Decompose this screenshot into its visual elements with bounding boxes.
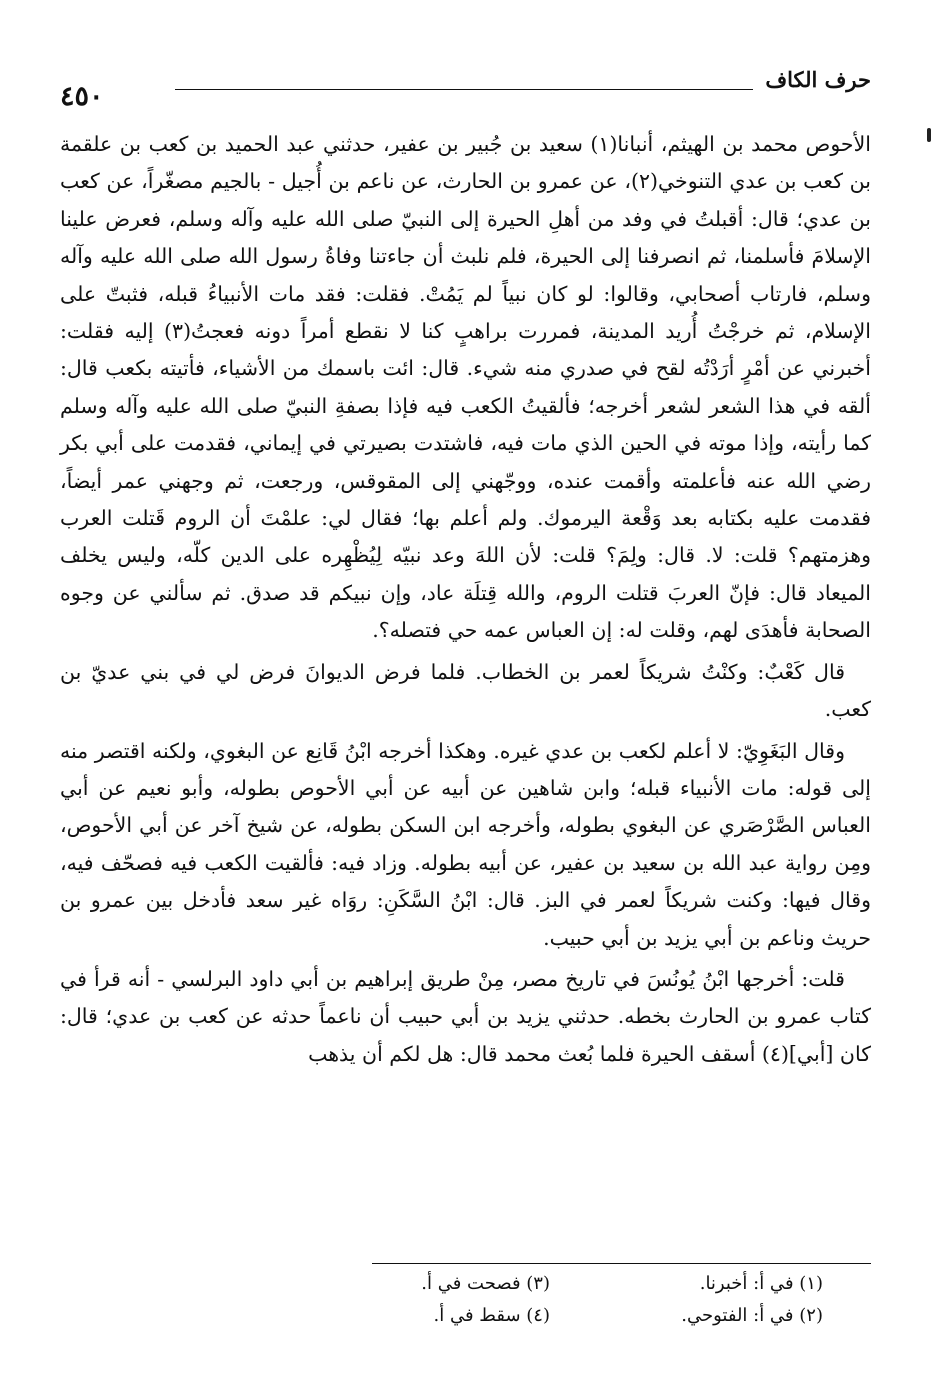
footnote-4: (٤) سقط في أ. <box>433 1305 550 1326</box>
footnotes-right-column <box>503 1268 823 1332</box>
footnotes-left-column <box>230 1268 550 1332</box>
running-header <box>60 60 871 110</box>
paragraph-4: قلت: أخرجها ابْنُ يُونُسَ في تاريخ مصر، مِنْ طريق إبراهيم بن أبي داود البرلسي - أنه قرأ في كتاب عمرو بن الحارث بخطه. حدثني يزيد بن أبي حبيب أن ناعماً حدثه عن كعب بن عدي؛ قال: كان [أبي](٤) أسقف الحيرة فلما بُعث محمد قال: هل لكم أن يذهب <box>60 966 871 1066</box>
paragraph-1: الأحوص محمد بن الهيثم، أنبانا(١) سعيد بن جُبير بن عفير، حدثني عبد الحميد بن كعب بن علقمة بن كعب بن عدي التنوخي(٢)، عن عمرو بن الحارث، عن ناعم بن أُجيل - بالجيم مصغّراً، عن كعب بن عدي؛ قال: أقبلتُ في وفد من أهلِ الحيرة إلى النبيّ صلى الله عليه وآله وسلم، فعرض علينا الإسلامَ فأسلمنا، ثم انصرفنا إلى الحيرة، فلم نلبث أن جاءتنا وفاةُ رسول الله صلى الله عليه وآله وسلم، فارتاب أصحابي، وقالوا: لو كان نبياً لم يَمُتْ. فقلت: فقد مات الأنبياءُ قبله، فثبتّ على الإسلام، ثم خرجْتُ أُريد المدينة، فمررت براهبٍ كنا لا نقطع أمراً دونه فعجتُ(٣) إليه فقلت: أخبرني عن أمْرٍ أرَدْتُه لقح في صدري منه شيء. قال: ائت باسمك من الأشياء، فأتيته بكعب قال: ألقه في هذا الشعر لشعر أخرجه؛ فألقيتُ الكعب فيه فإذا بصفةِ النبيّ صلى الله عليه وآله وسلم كما رأيته، وإذا موته في الحين الذي مات فيه، فاشتدت بصيرتي في إيماني، فقدمت على أبي بكر رضي الله عنه فأعلمته وأقمت عنده، ووجّهني إلى المقوقس، ورجعت، ثم وجهني عمر أيضاً، فقدمت عليه بكتابه بعد وَقْعة اليرموك. ولم أعلم بها؛ فقال لي: علمْتَ أن الروم قَتلت العرب وهزمتهم؟ قلت: لا. قال: ولِمَ؟ قلت: لأن اللهَ وعد نبيّه لِيُظْهِره على الدين كلّه، وليس يخلف الميعاد قال: فإنّ العربَ قتلت الروم، والله قِتلَة عاد، وإن نبيكم قد صدق. ثم سألني عن وجوه الصحابة فأهدَى لهم، وقلت له: إن العباس عمه حي فتصله؟. <box>60 132 871 643</box>
main-text <box>60 126 871 1073</box>
paragraph-2: قال كَعْبٌ: وكنْتُ شريكاً لعمر بن الخطاب. فلما فرض الديوانَ فرض لي في بني عديّ بن كعب. <box>60 659 871 722</box>
paragraph-3: وقال البَغَوِيّ: لا أعلم لكعب بن عدي غيره. وهكذا أخرجه ابْنُ قَانِع عن البغوي، ولكنه اقتصر منه إلى قوله: مات الأنبياء قبله؛ وابن شاهين عن أبيه عن أبي الأحوص بطوله، وأبو نعيم عن أبي العباس الصَّرْصَري عن البغوي بطوله، وأخرجه ابن السكن بطوله، عن شيخ آخر عن أبي الأحوص، ومِن رواية عبد الله بن سعيد بن عفير، عن أبيه بطوله. وزاد فيه: فألقيت الكعب فيه فصحّف فيه، وقال فيها: وكنت شريكاً لعمر في البز. قال: ابْنُ السَّكَنِ: روَاه غير سعد فأدخل بين عمرو بن حريث وناعم بن أبي يزيد بن أبي حبيب. <box>60 738 871 950</box>
page-number: ٤٥٠ <box>60 81 104 112</box>
header-rule <box>175 89 753 90</box>
footnote-1: (١) في أ: أخبرنا. <box>699 1273 823 1294</box>
chapter-title: حرف الكاف <box>765 67 871 92</box>
footnote-3: (٣) فصحت في أ. <box>421 1273 550 1294</box>
footnote-2: (٢) في أ: الفتوحي. <box>681 1305 823 1326</box>
footnote-rule <box>372 1263 871 1264</box>
margin-mark <box>927 128 931 142</box>
